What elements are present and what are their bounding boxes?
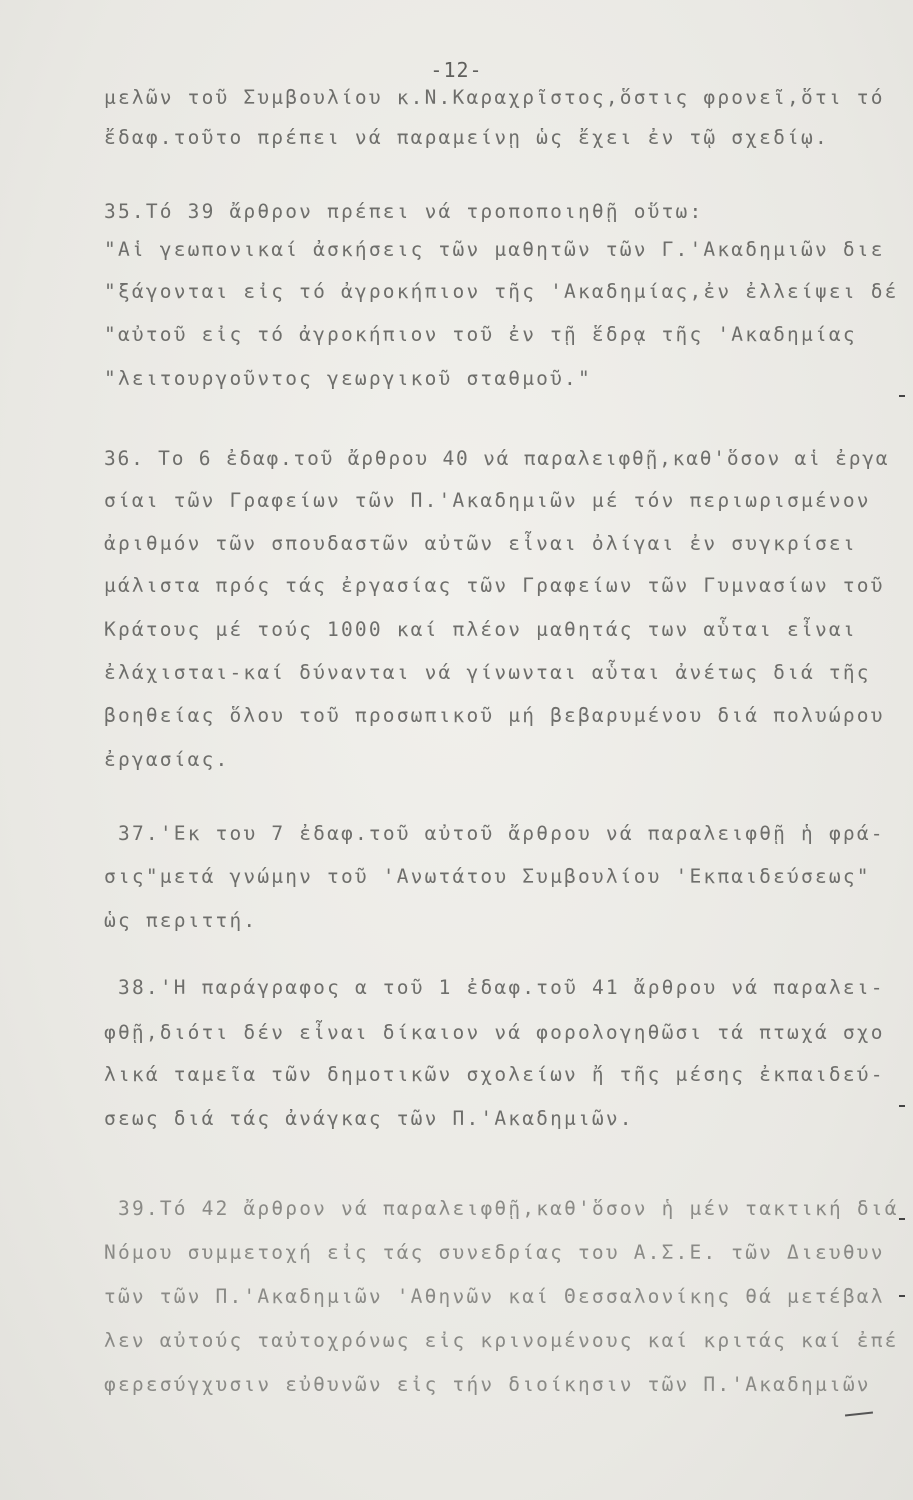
text-line: σεως διά τάς ἀνάγκας τῶν Π.'Ακαδημιῶν. xyxy=(104,1107,634,1130)
text-line: Νόμου συμμετοχή εἰς τάς συνεδρίας του Α.Σ.Ε. τῶν Διευθυν xyxy=(104,1241,885,1264)
text-line: ὡς περιττή. xyxy=(104,909,258,932)
text-line: 36. Το 6 ἐδαφ.τοῦ ἄρθρου 40 νά παραλειφθῇ,καθ'ὅσον αἱ ἐργα xyxy=(104,447,890,470)
text-line: "λειτουργοῦντος γεωργικοῦ σταθμοῦ." xyxy=(104,367,592,390)
text-line: ἐργασίας. xyxy=(104,748,230,771)
text-line: σις"μετά γνώμην τοῦ 'Ανωτάτου Συμβουλίου 'Εκπαιδεύσεως" xyxy=(104,865,871,888)
margin-mark xyxy=(899,1295,905,1297)
text-line: 38.'Η παράγραφος α τοῦ 1 ἐδαφ.τοῦ 41 ἄρθρου νά παραλει- xyxy=(118,976,885,999)
text-line: ἀριθμόν τῶν σπουδαστῶν αὐτῶν εἶναι ὀλίγαι ἐν συγκρίσει xyxy=(104,532,857,555)
text-line: "ξάγονται εἰς τό ἀγροκήπιον τῆς 'Ακαδημίας,ἐν ἐλλείψει δέ xyxy=(104,280,899,303)
page-number: -12- xyxy=(430,58,483,82)
text-line: φθῇ,διότι δέν εἶναι δίκαιον νά φορολογηθῶσι τά πτωχά σχο xyxy=(104,1021,885,1044)
text-line: τῶν τῶν Π.'Ακαδημιῶν 'Αθηνῶν καί Θεσσαλονίκης θά μετέβαλ xyxy=(104,1285,885,1308)
text-line: "Αἱ γεωπονικαί ἀσκήσεις τῶν μαθητῶν τῶν Γ.'Ακαδημιῶν διε xyxy=(104,238,885,261)
text-line: 35.Τό 39 ἄρθρον πρέπει νά τροποποιηθῇ οὕτω: xyxy=(104,200,704,223)
text-line: λεν αὐτούς ταὐτοχρόνως εἰς κρινομένους καί κριτάς καί ἐπέ xyxy=(104,1329,899,1352)
text-line: φερεσύγχυσιν εὐθυνῶν εἰς τήν διοίκησιν τῶν Π.'Ακαδημιῶν xyxy=(104,1373,871,1396)
text-line: Κράτους μέ τούς 1000 καί πλέον μαθητάς των αὗται εἶναι xyxy=(104,618,857,641)
text-line: 37.'Εκ του 7 ἐδαφ.τοῦ αὐτοῦ ἄρθρου νά παραλειφθῇ ἡ φρά- xyxy=(118,822,885,845)
text-line: ἔδαφ.τοῦτο πρέπει νά παραμείνῃ ὡς ἔχει ἐν τῷ σχεδίῳ. xyxy=(104,126,829,149)
text-line: 39.Τό 42 ἄρθρον νά παραλειφθῇ,καθ'ὅσον ἡ μέν τακτική διά xyxy=(118,1197,899,1220)
text-line: ἐλάχισται-καί δύνανται νά γίνωνται αὗται ἀνέτως διά τῆς xyxy=(104,661,871,684)
text-line: σίαι τῶν Γραφείων τῶν Π.'Ακαδημιῶν μέ τόν περιωρισμένον xyxy=(104,489,871,512)
margin-mark xyxy=(899,1218,905,1220)
margin-mark xyxy=(899,1105,905,1107)
text-line: μάλιστα πρός τάς ἐργασίας τῶν Γραφείων τῶν Γυμνασίων τοῦ xyxy=(104,574,885,597)
text-line: μελῶν τοῦ Συμβουλίου κ.Ν.Καραχρῖστος,ὅστις φρονεῖ,ὅτι τό xyxy=(104,86,885,109)
text-line: "αὐτοῦ εἰς τό ἀγροκήπιον τοῦ ἐν τῇ ἕδρᾳ τῆς 'Ακαδημίας xyxy=(104,323,857,346)
pen-stroke xyxy=(845,1412,873,1417)
text-line: βοηθείας ὅλου τοῦ προσωπικοῦ μή βεβαρυμένου διά πολυώρου xyxy=(104,704,885,727)
text-line: λικά ταμεῖα τῶν δημοτικῶν σχολείων ἤ τῆς μέσης ἐκπαιδεύ- xyxy=(104,1063,885,1086)
margin-mark xyxy=(899,395,905,397)
